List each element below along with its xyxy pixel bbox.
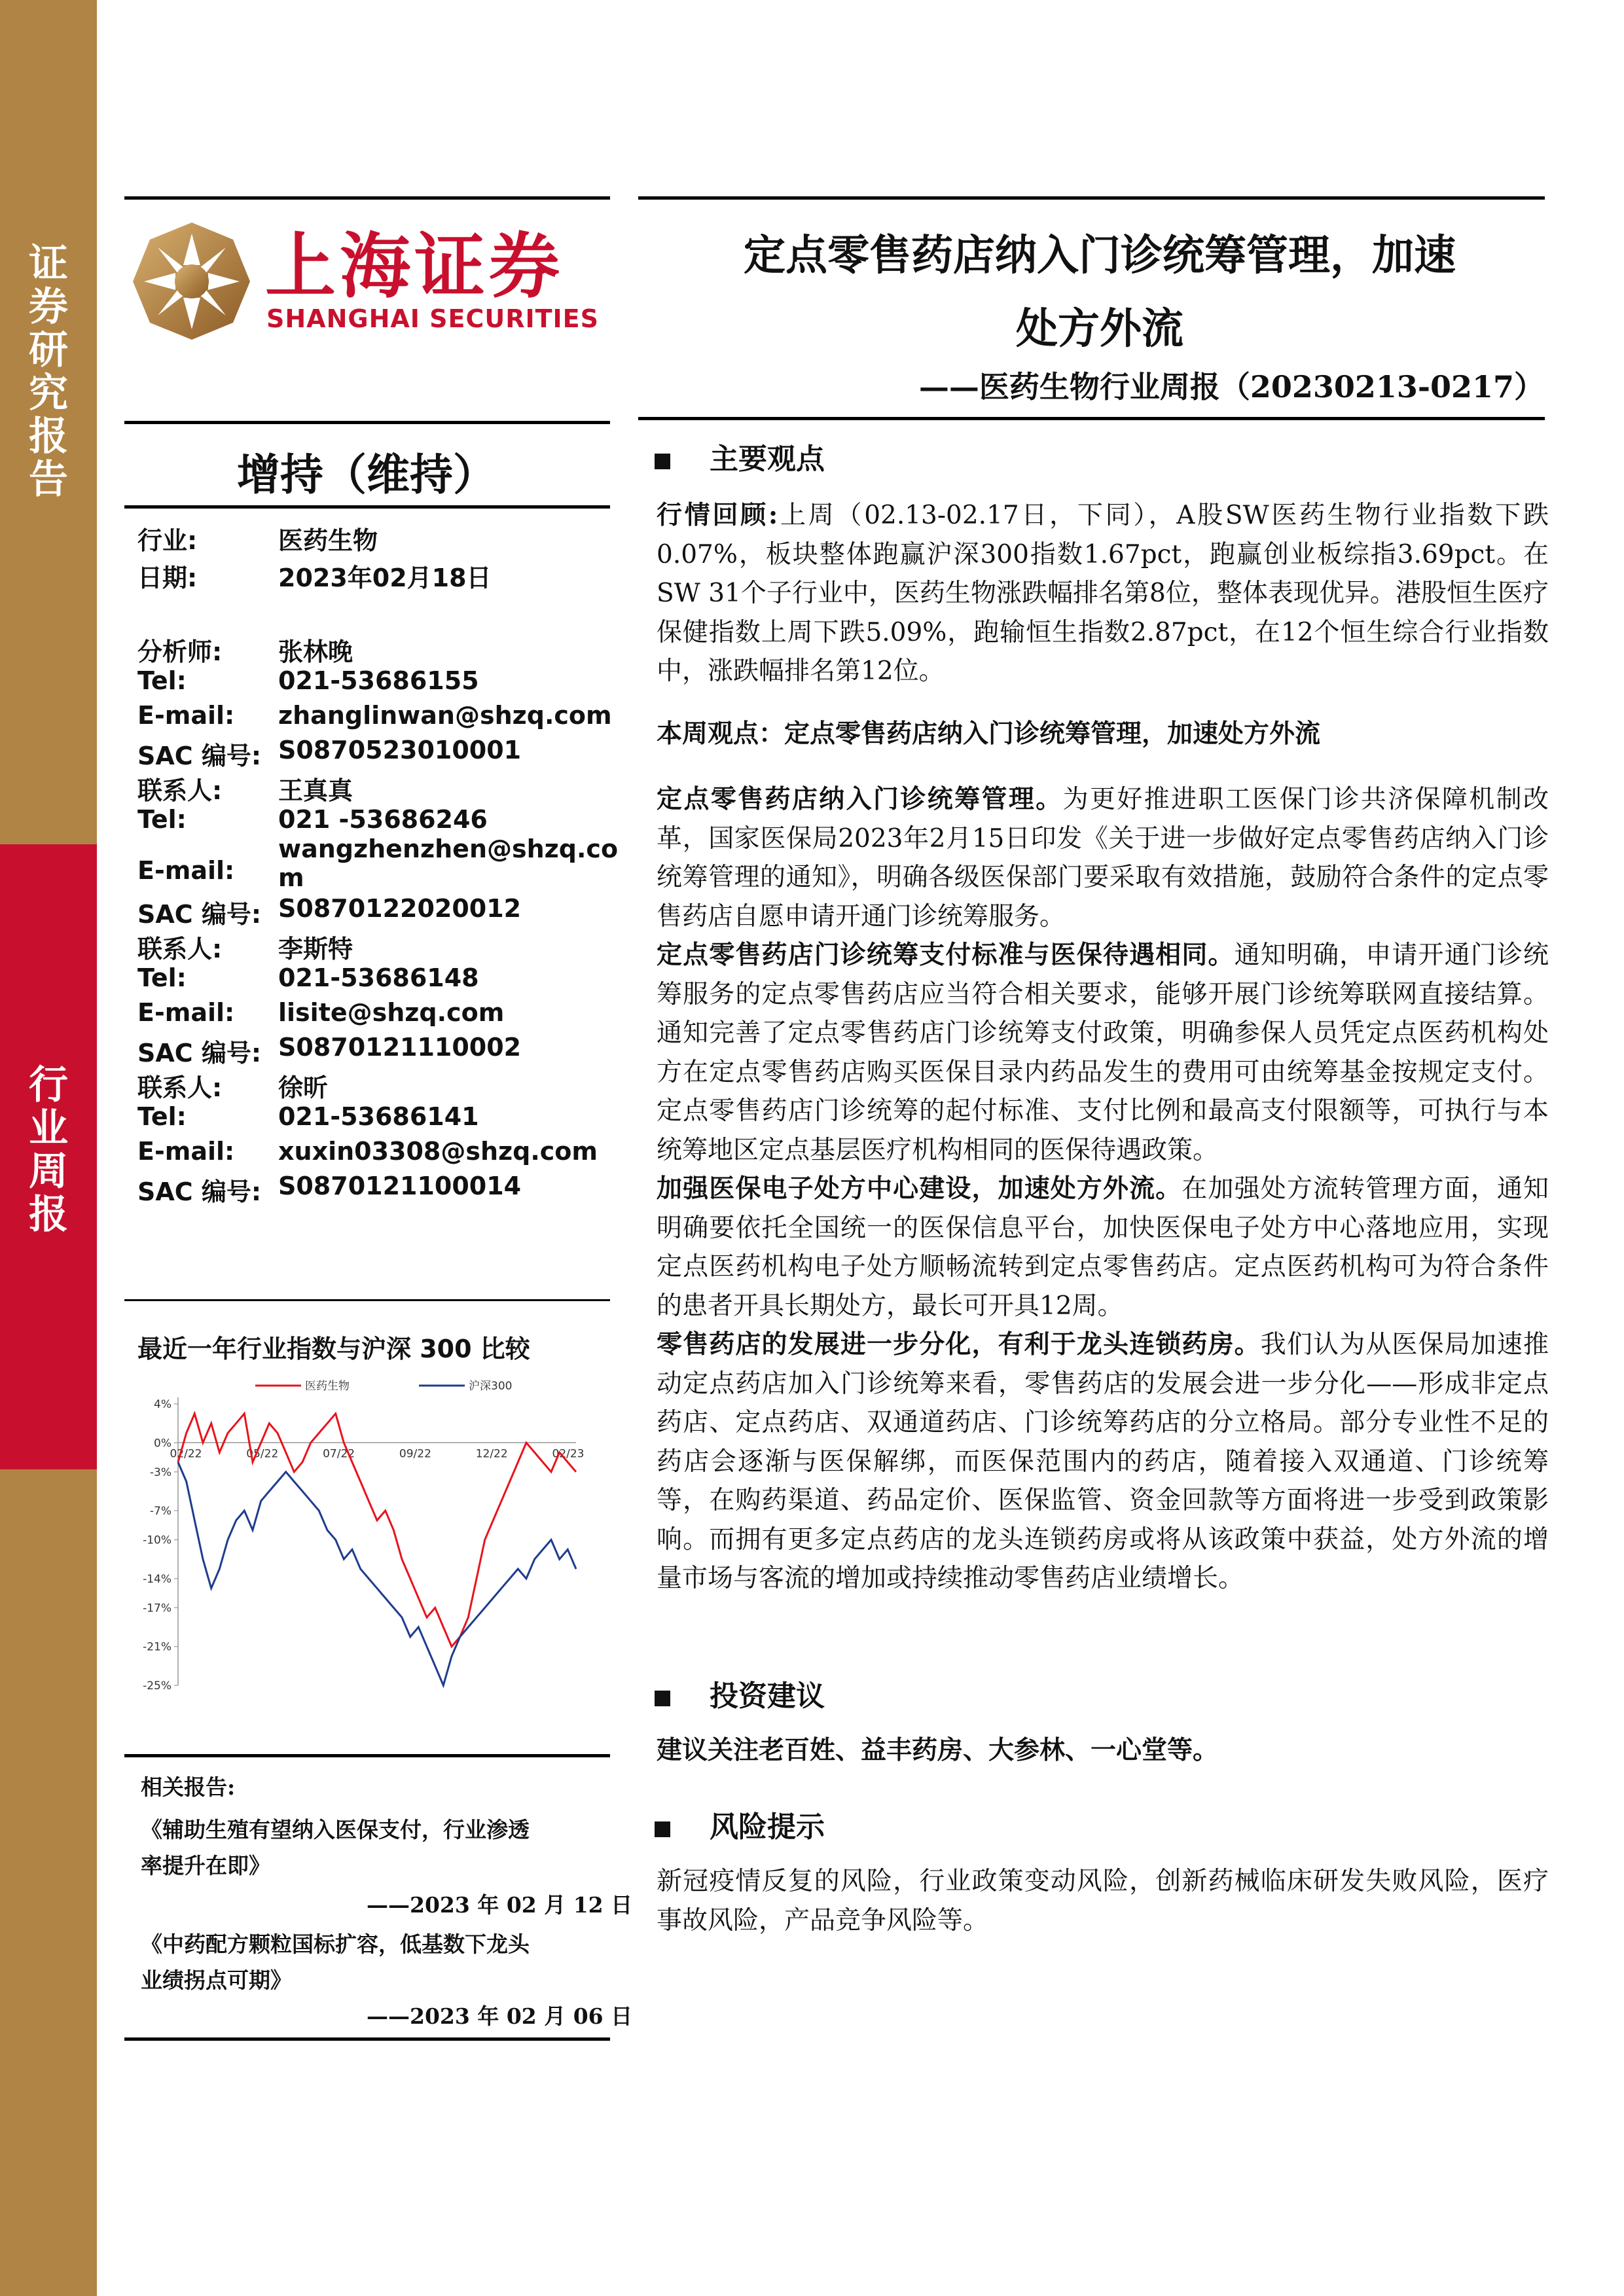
header-rule-right [638,196,1545,200]
contact-sac-label: SAC 编号: [137,1177,262,1206]
section-risk-label: 风险提示 [710,1810,825,1844]
chart-rule [124,1299,610,1301]
p1-text: 为更好推进职工医保门诊共济保障机制改革，国家医保局2023年2月15日印发《关于进一步做好定点零售药店纳入门诊统筹管理的通知》，明确各级医保部门要采取有效措施，鼓励符合条件的定点零售药店自愿申请开通门诊统筹服务。 [657,785,1549,931]
contact-email-label: E-mail: [137,701,235,730]
shanghai-securities-logo-icon [130,219,254,344]
contact-tel-value: 021-53686148 [278,963,479,992]
contact-email-label: E-mail: [137,1137,235,1166]
market-review [657,496,1549,691]
chart-x-tick-label: 09/22 [399,1447,431,1461]
risk-text: 新冠疫情反复的风险，行业政策变动风险，创新药械临床研发失败风险，医疗事故风险，产品竞争风险等。 [657,1867,1549,1935]
contact-sac-value: S0870523010001 [278,736,522,764]
rating-rule [124,505,610,509]
chart-y-tick-label: 0% [154,1437,171,1450]
contact-name-label: 联系人: [137,1073,223,1102]
chart-y-tick-label: -21% [143,1640,171,1654]
industry-label: 行业: [137,526,198,555]
contact-sac-label: SAC 编号: [137,742,262,770]
chart-x-tick-label: 12/22 [475,1447,508,1461]
contact-name-value: 徐昕 [278,1073,329,1102]
p4-text: 我们认为从医保局加速推动定点药店加入门诊统筹来看，零售药店的发展会进一步分化——形成非定点药店、定点药店、双通道药店、门诊统筹药店的分立格局。部分专业性不足的药店会逐渐与医保解绑，而医保范围内的药店，随着接入双通道、门诊统筹等，在购药渠道、药品定价、医保监管、资金回款等方面将进一步受到政策影响。而拥有更多定点药店的龙头连锁药房或将从该政策中获益，处方外流的增量市场与客流的增加或持续推动零售药店业绩增长。 [657,1330,1549,1593]
chart-x-tick-label: 02/22 [170,1447,202,1461]
sidebar-weekly-label: 行 业 周 报 [29,1062,68,1238]
section-bullet-icon [655,1691,670,1706]
contact-email-value[interactable]: lisite@shzq.com [278,998,505,1027]
contact-sac-value: S0870121100014 [278,1172,522,1200]
chart-legend-label-0: 医药生物 [305,1380,350,1393]
weekly-view: 本周观点：定点零售药店纳入门诊统筹管理，加速处方外流 [657,719,1321,749]
section-main-view [655,435,825,477]
rating: 增持（维持） [237,449,496,500]
section-invest-label: 投资建议 [710,1679,825,1713]
contact-name-value: 张林晚 [278,637,353,666]
invest-text: 建议关注老百姓、益丰药房、大参林、一心堂等。 [657,1735,1219,1765]
section-invest [655,1672,825,1714]
left-rule-bottom [124,2037,610,2041]
contact-sac-label: SAC 编号: [137,1039,262,1067]
chart-legend-label-1: 沪深300 [469,1380,513,1393]
subtitle-rule [638,417,1545,420]
contact-sac-label: SAC 编号: [137,900,262,929]
chart-y-tick-label: -3% [149,1465,171,1479]
chart-y-tick-label: -25% [143,1679,171,1693]
related-report-2-line1[interactable]: 《中药配方颗粒国标扩容，低基数下龙头 [141,1931,530,1957]
left-rule-top [124,421,610,424]
chart-title: 最近一年行业指数与沪深 300 比较 [137,1335,530,1363]
report-title-line2: 处方外流 [1016,304,1183,353]
p4-heading: 零售药店的发展进一步分化，有利于龙头连锁药房。 [657,1329,1261,1359]
chart-x-tick-label: 02/23 [552,1447,585,1461]
contact-email-value[interactable]: zhanglinwan@shzq.com [278,701,612,730]
p2-heading: 定点零售药店门诊统筹支付标准与医保待遇相同。 [657,940,1235,970]
chart-x-tick-label: 05/22 [246,1447,279,1461]
contact-tel-label: Tel: [137,1102,187,1131]
market-review-label: 行情回顾: [657,500,778,530]
related-report-1-line1[interactable]: 《辅助生殖有望纳入医保支付，行业渗透 [141,1817,530,1842]
contact-tel-value: 021-53686155 [278,666,479,695]
date-value: 2023年02月18日 [278,564,492,592]
contact-email-value-line: m [278,863,304,892]
contact-tel-label: Tel: [137,805,187,834]
related-reports-title: 相关报告: [141,1774,236,1800]
contact-tel-label: Tel: [137,963,187,992]
contact-name-value: 王真真 [278,776,353,805]
logo-en-text: SHANGHAI SECURITIES [266,304,600,333]
related-report-1-line2[interactable]: 率提升在即》 [141,1853,270,1878]
p2-text: 通知明确，申请开通门诊统筹服务的定点零售药店应当符合相关要求，能够开展门诊统筹联网直接结算。通知完善了定点零售药店门诊统筹支付政策，明确参保人员凭定点医药机构处方在定点零售药店购买医保目录内药品发生的费用可由统筹基金按规定支付。定点零售药店门诊统筹的起付标准、支付比例和最高支付限额等，可执行与本统筹地区定点基层医疗机构相同的医保待遇政策。 [657,941,1549,1165]
contact-email-label: E-mail: [137,856,235,885]
header-rule-left [124,196,610,200]
p3-text: 在加强处方流转管理方面，通知明确要依托全国统一的医保信息平台，加快医保电子处方中心落地应用，实现定点医药机构电子处方顺畅流转到定点零售药店。定点医药机构可为符合条件的患者开具长期处方，最长可开具12周。 [657,1174,1549,1321]
chart-x-tick-label: 07/22 [323,1447,355,1461]
chart-y-tick-label: -17% [143,1602,171,1615]
chart-y-tick-label: -10% [143,1534,171,1547]
contact-tel-value: 021 -53686246 [278,805,488,834]
contact-sac-value: S0870121110002 [278,1033,522,1062]
contact-tel-value: 021-53686141 [278,1102,479,1131]
chart-y-tick-label: -14% [143,1572,171,1586]
contact-name-label: 联系人: [137,935,223,963]
related-report-2-line2[interactable]: 业绩拐点可期》 [141,1967,292,1993]
related-report-1-date: ——2023 年 02 月 12 日 [367,1892,633,1918]
sidebar-report-type: 证 券 研 究 报 告 [29,241,68,503]
related-rule [124,1754,610,1757]
section-bullet-icon [655,1821,670,1837]
contact-email-label: E-mail: [137,998,235,1027]
report-subtitle: ——医药生物行业周报（20230213-0217） [918,369,1544,404]
logo-cn-text: 上海证券 [265,226,564,308]
industry-value: 医药生物 [278,526,378,555]
contact-email-value-line: wangzhenzhen@shzq.co [278,834,619,863]
chart-series-line-1 [178,1462,576,1685]
section-bullet-icon [655,454,670,469]
analysis-body [657,780,1549,1598]
section-main-view-label: 主要观点 [710,442,825,476]
market-review-text: 上周（02.13-02.17日，下同），A股SW医药生物行业指数下跌0.07%，板块整体跑赢沪深300指数1.67pct，跑赢创业板综指3.69pct。在SW 31个子行业中，医药生物涨跌幅排名第8位，整体表现优异。港股恒生医疗保健指数上周下跌5.09%，跑输恒生指数2.87pct，在12个恒生综合行业指数中，涨跌幅排名第12位。 [657,501,1549,686]
report-title-line1: 定点零售药店纳入门诊统筹管理，加速 [744,231,1456,280]
chart-series-line-0 [178,1414,576,1647]
contact-name-value: 李斯特 [278,935,353,963]
index-comparison-chart [124,1378,602,1712]
date-label: 日期: [137,564,198,592]
report-title [635,219,1564,366]
contact-name-label: 联系人: [137,776,223,805]
section-risk [655,1803,825,1845]
chart-y-tick-label: 4% [154,1398,171,1411]
p3-heading: 加强医保电子处方中心建设，加速处方外流。 [657,1174,1182,1204]
contact-email-value[interactable]: xuxin03308@shzq.com [278,1137,598,1166]
related-report-2-date: ——2023 年 02 月 06 日 [367,2003,633,2029]
contact-email-value[interactable] [278,834,618,892]
contact-name-label: 分析师: [137,637,223,666]
chart-y-tick-label: -7% [149,1505,171,1518]
p1-heading: 定点零售药店纳入门诊统筹管理。 [657,784,1063,814]
contact-sac-value: S0870122020012 [278,894,522,923]
contact-tel-label: Tel: [137,666,187,695]
